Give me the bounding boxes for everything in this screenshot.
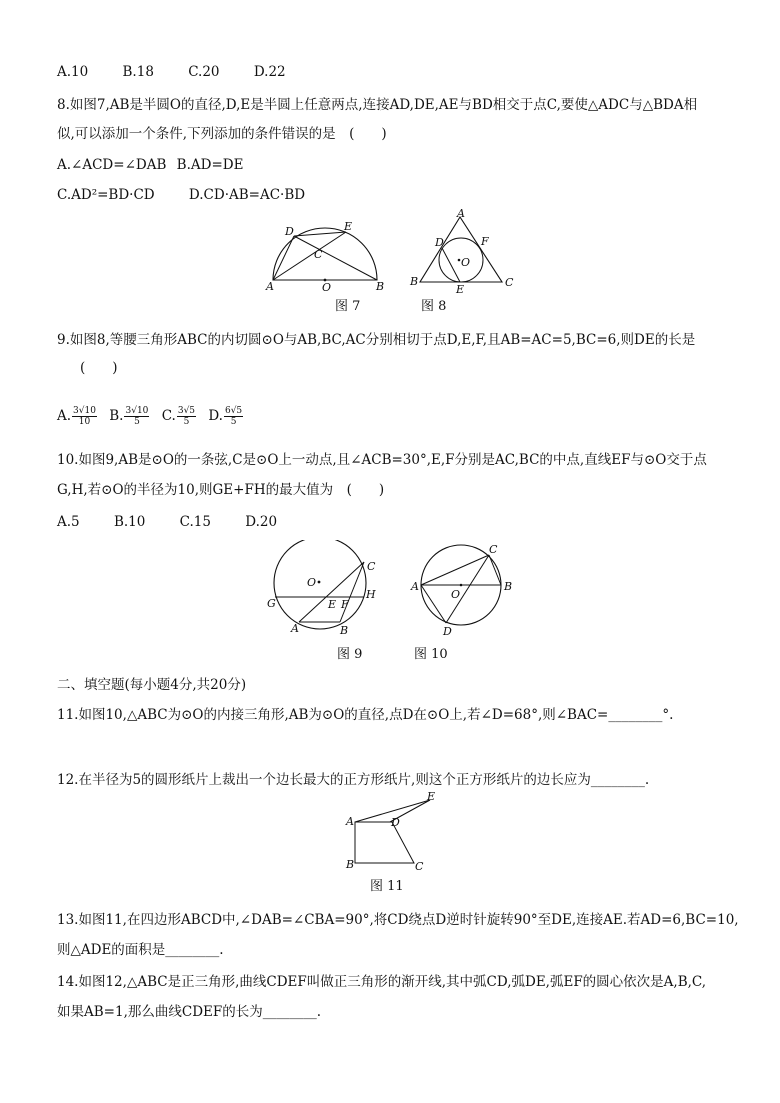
q8-stem-line1: 8.如图7,AB是半圆O的直径,D,E是半圆上任意两点,连接AD,DE,AE与BD相交于点C,要使△ADC与△BDA相 <box>57 97 698 113</box>
fig10-label-c: C <box>489 543 498 556</box>
fig7-label-c: C <box>314 248 323 261</box>
figure-11-caption: 图 11 <box>370 879 404 894</box>
fig8-label-b: B <box>410 275 419 288</box>
fig7-label-d: D <box>285 225 294 238</box>
q7-option-a: A.10 <box>57 64 89 80</box>
figure-7-caption: 图 7 <box>335 299 361 314</box>
figure-10 <box>402 540 522 644</box>
figure-8 <box>402 205 522 299</box>
fig7-label-b: B <box>376 280 385 293</box>
q8-options-cd <box>57 185 335 205</box>
q10-option-c: C.15 <box>179 514 211 530</box>
fig9-label-e: E <box>328 598 337 611</box>
fig8-label-a: A <box>457 207 465 220</box>
fig8-label-d: D <box>435 236 444 249</box>
fig10-label-b: B <box>504 580 513 593</box>
q7-option-c: C.20 <box>188 64 220 80</box>
q10-option-a: A.5 <box>57 514 80 530</box>
q7-option-d: D.22 <box>253 64 286 80</box>
q8-option-a: A.∠ACD=∠DAB <box>57 157 167 173</box>
fig9-label-o: O <box>307 576 317 589</box>
fig7-label-a: A <box>266 280 274 293</box>
fig8-label-c: C <box>505 276 514 289</box>
fig9-label-c: C <box>367 560 376 573</box>
fig10-label-d: D <box>443 625 452 638</box>
fig8-label-f: F <box>481 235 489 248</box>
figure-9-caption: 图 9 <box>337 647 363 662</box>
q8-option-d: D.CD·AB=AC·BD <box>188 187 306 203</box>
q13-stem-line1: 13.如图11,在四边形ABCD中,∠DAB=∠CBA=90°,将CD绕点D逆时针旋转90°至DE,连接AE.若AD=6,BC=10, <box>57 912 739 928</box>
q14-stem-line2: 如果AB=1,那么曲线CDEF的长为________. <box>57 1004 322 1020</box>
fig11-label-b: B <box>346 858 355 871</box>
fig10-label-o: O <box>451 588 461 601</box>
q9-stem-line2: ( ) <box>80 360 118 376</box>
fig11-label-c: C <box>415 860 424 873</box>
q7-option-b: B.18 <box>122 64 154 80</box>
q10-stem-line2: G,H,若⊙O的半径为10,则GE+FH的最大值为 ( ) <box>57 482 385 498</box>
figure-11 <box>340 788 450 877</box>
figure-9 <box>258 540 388 644</box>
q9-option-d: D. $\frac{6√5}{5}$ <box>208 406 243 427</box>
fig9-label-a: A <box>291 622 299 635</box>
fig11-label-d: D <box>391 816 400 829</box>
fig11-label-a: A <box>346 815 354 828</box>
q9-option-a: A. $\frac{3√10}{10}$ <box>57 406 96 427</box>
q12-stem: 12.在半径为5的圆形纸片上裁出一个边长最大的正方形纸片,则这个正方形纸片的边长应为________. <box>57 772 650 788</box>
q10-stem-line1: 10.如图9,AB是⊙O的一条弦,C是⊙O上一动点,且∠ACB=30°,E,F分别是AC,BC的中点,直线EF与⊙O交于点 <box>57 452 707 468</box>
fig7-label-e: E <box>344 220 353 233</box>
q13-stem-line2: 则△ADE的面积是________. <box>57 942 224 958</box>
q10-options <box>57 512 307 532</box>
figure-7 <box>258 218 388 302</box>
q9-options <box>57 402 251 430</box>
fig8-label-o: O <box>461 256 471 269</box>
q10-option-d: D.20 <box>245 514 278 530</box>
q8-stem-line2: 似,可以添加一个条件,下列添加的条件错误的是 ( ) <box>57 126 387 142</box>
q8-options-ab <box>57 155 273 175</box>
fig11-label-e: E <box>427 790 436 803</box>
fig10-label-a: A <box>411 580 419 593</box>
q11-stem: 11.如图10,△ABC为⊙O的内接三角形,AB为⊙O的直径,点D在⊙O上,若∠D=68°,则∠BAC=________°. <box>57 707 674 723</box>
q8-option-c: C.AD²=BD·CD <box>57 187 155 203</box>
q9-stem-line1: 9.如图8,等腰三角形ABC的内切圆⊙O与AB,BC,AC分别相切于点D,E,F,且AB=AC=5,BC=6,则DE的长是 <box>57 332 696 348</box>
fig9-label-b: B <box>340 624 349 637</box>
fig8-label-e: E <box>456 283 465 295</box>
section-2-heading: 二、填空题(每小题4分,共20分) <box>57 677 247 693</box>
q10-option-b: B.10 <box>113 514 146 530</box>
fig9-label-f: F <box>341 598 349 611</box>
fig7-label-o: O <box>322 281 332 294</box>
q9-option-b: B. $\frac{3√10}{5}$ <box>109 406 149 427</box>
q8-option-b: B.AD=DE <box>176 157 244 173</box>
fig9-label-h: H <box>366 588 376 601</box>
figure-8-caption: 图 8 <box>421 299 447 314</box>
q7-options <box>57 62 316 82</box>
figure-10-caption: 图 10 <box>414 647 448 662</box>
q14-stem-line1: 14.如图12,△ABC是正三角形,曲线CDEF叫做正三角形的渐开线,其中弧CD,弧DE,弧EF的圆心依次是A,B,C, <box>57 974 707 990</box>
fig9-label-g: G <box>267 597 276 610</box>
q9-option-c: C. $\frac{3√5}{5}$ <box>161 406 196 427</box>
